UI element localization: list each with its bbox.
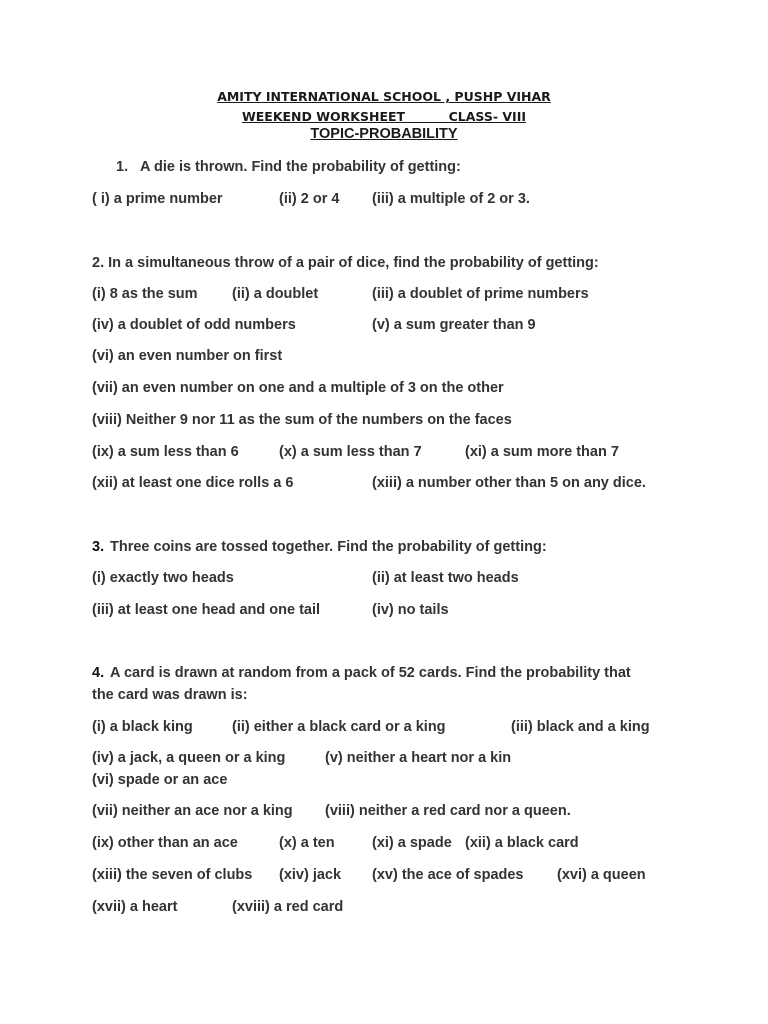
q4-part: (vi) spade or an ace [92,772,228,788]
q4-part: (xi) a spade [372,835,452,851]
q3-number: 3. [92,539,105,555]
q1-part: (iii) a multiple of 2 or 3. [372,191,530,207]
q4-part: (x) a ten [279,835,335,851]
q4-part: (xiii) the seven of clubs [92,867,253,883]
q4-part: (viii) neither a red card nor a queen. [325,803,571,819]
q4-part: (iv) a jack, a queen or a king [92,750,286,766]
q1-question: A die is thrown. Find the probability of getting: [140,159,461,175]
q3-part: (i) exactly two heads [92,570,234,586]
school-name: AMITY INTERNATIONAL SCHOOL , PUSHP VIHAR [217,89,551,104]
q3-part: (ii) at least two heads [372,570,519,586]
q4-part: (ii) either a black card or a king [232,719,446,735]
q3-part: (iv) no tails [372,602,449,618]
q1-part: ( i) a prime number [92,191,223,207]
topic-title: TOPIC-PROBABILITY [310,126,458,142]
q3-question: Three coins are tossed together. Find the probability of getting: [110,539,547,555]
q2-part: (iii) a doublet of prime numbers [372,286,589,302]
q4-question: A card is drawn at random from a pack of 52 cards. Find the probability that [110,665,631,681]
q4-number: 4. [92,665,105,681]
q2-part: (xii) at least one dice rolls a 6 [92,475,294,491]
q2-part: (iv) a doublet of odd numbers [92,317,296,333]
q1-part: (ii) 2 or 4 [279,191,340,207]
q4-part: (ix) other than an ace [92,835,238,851]
q2-part: (ix) a sum less than 6 [92,444,239,460]
q2-part: (xiii) a number other than 5 on any dice. [372,475,646,491]
q2-part: (i) 8 as the sum [92,286,198,302]
q2-part: (viii) Neither 9 nor 11 as the sum of the numbers on the faces [92,412,512,428]
class-label: CLASS- VIII [448,109,527,124]
q4-part: (v) neither a heart nor a kin [325,750,512,766]
q3-part: (iii) at least one head and one tail [92,602,321,618]
q4-question-continued: the card was drawn is: [92,687,248,703]
worksheet-heading [0,109,768,124]
worksheet-title: WEEKEND WORKSHEET [241,109,406,124]
q4-part: (vii) neither an ace nor a king [92,803,293,819]
q2-part: (xi) a sum more than 7 [465,444,619,460]
q2-part: (v) a sum greater than 9 [372,317,536,333]
q2-part: (ii) a doublet [232,286,319,302]
q4-part: (xiv) jack [279,867,342,883]
q4-part: (iii) black and a king [511,719,650,735]
q4-part: (xviii) a red card [232,899,344,915]
q4-part: (xv) the ace of spades [372,867,524,883]
q2-part: (x) a sum less than 7 [279,444,422,460]
q4-part: (xvi) a queen [557,867,646,883]
q4-part: (xii) a black card [465,835,579,851]
q1-number: 1. [116,159,129,175]
q4-part: (i) a black king [92,719,193,735]
q2-question: 2. In a simultaneous throw of a pair of dice, find the probability of getting: [92,255,599,271]
q4-part: (xvii) a heart [92,899,178,915]
q2-part: (vi) an even number on first [92,348,283,364]
q2-part: (vii) an even number on one and a multiple of 3 on the other [92,380,504,396]
